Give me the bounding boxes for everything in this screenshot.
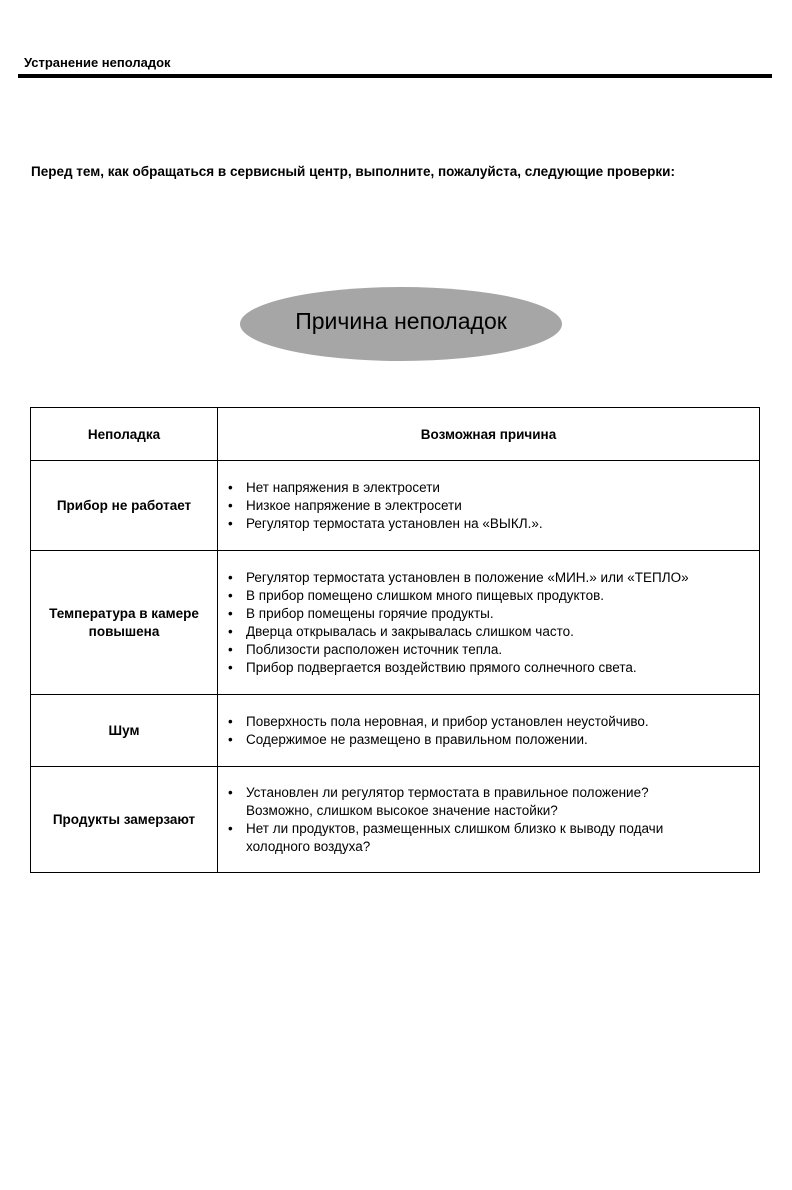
bullet-icon: • bbox=[228, 605, 233, 621]
cause-item bbox=[228, 515, 759, 533]
cause-text: Низкое напряжение в электросети bbox=[246, 497, 462, 513]
bullet-icon: • bbox=[228, 479, 233, 495]
header-divider bbox=[18, 74, 772, 78]
page-header-title: Устранение неполадок bbox=[24, 55, 171, 70]
cause-text: Прибор подвергается воздействию прямого солнечного света. bbox=[246, 659, 637, 675]
bullet-icon: • bbox=[228, 569, 233, 585]
cause-text: Нет ли продуктов, размещенных слишком близко к выводу подачи холодного воздуха? bbox=[246, 820, 664, 854]
cause-item bbox=[228, 587, 759, 605]
column-header-cause: Возможная причина bbox=[218, 408, 760, 461]
causes-list bbox=[218, 479, 759, 533]
cause-item bbox=[228, 497, 759, 515]
bullet-icon: • bbox=[228, 659, 233, 675]
causes-cell bbox=[218, 461, 760, 551]
causes-list bbox=[218, 569, 759, 677]
bullet-icon: • bbox=[228, 713, 233, 729]
table-row bbox=[31, 461, 760, 551]
cause-text: Содержимое не размещено в правильном положении. bbox=[246, 731, 588, 747]
problem-cell: Прибор не работает bbox=[31, 461, 218, 551]
causes-cell bbox=[218, 767, 760, 873]
cause-text: Регулятор термостата установлен на «ВЫКЛ.». bbox=[246, 515, 543, 531]
bullet-icon: • bbox=[228, 515, 233, 531]
causes-cell bbox=[218, 551, 760, 695]
bullet-icon: • bbox=[228, 587, 233, 603]
cause-text: Нет напряжения в электросети bbox=[246, 479, 440, 495]
cause-text: Установлен ли регулятор термостата в правильное положение? Возможно, слишком высокое значение настойки? bbox=[246, 784, 649, 818]
cause-text: Дверца открывалась и закрывалась слишком часто. bbox=[246, 623, 574, 639]
table-row bbox=[31, 767, 760, 873]
cause-item bbox=[228, 623, 759, 641]
problem-cell: Продукты замерзают bbox=[31, 767, 218, 873]
causes-cell bbox=[218, 695, 760, 767]
bullet-icon: • bbox=[228, 731, 233, 747]
bullet-icon: • bbox=[228, 820, 233, 836]
table-header-row bbox=[31, 408, 760, 461]
intro-text: Перед тем, как обращаться в сервисный центр, выполните, пожалуйста, следующие проверки: bbox=[31, 164, 675, 179]
section-banner bbox=[240, 287, 562, 361]
cause-text: Поблизости расположен источник тепла. bbox=[246, 641, 503, 657]
cause-item bbox=[228, 641, 759, 659]
section-banner-label: Причина неполадок bbox=[295, 307, 507, 334]
cause-text: В прибор помещено слишком много пищевых продуктов. bbox=[246, 587, 604, 603]
cause-text: В прибор помещены горячие продукты. bbox=[246, 605, 494, 621]
problem-cell: Шум bbox=[31, 695, 218, 767]
cause-item bbox=[228, 820, 759, 856]
bullet-icon: • bbox=[228, 623, 233, 639]
cause-item bbox=[228, 569, 759, 587]
bullet-icon: • bbox=[228, 497, 233, 513]
cause-item bbox=[228, 605, 759, 623]
column-header-problem: Неполадка bbox=[31, 408, 218, 461]
table-row bbox=[31, 695, 760, 767]
causes-list bbox=[218, 713, 759, 749]
troubleshooting-table bbox=[30, 407, 760, 873]
cause-item bbox=[228, 731, 759, 749]
cause-item bbox=[228, 713, 759, 731]
table-row bbox=[31, 551, 760, 695]
causes-list bbox=[218, 784, 759, 856]
cause-text: Регулятор термостата установлен в положение «МИН.» или «ТЕПЛО» bbox=[246, 569, 689, 585]
cause-item bbox=[228, 659, 759, 677]
cause-text: Поверхность пола неровная, и прибор установлен неустойчиво. bbox=[246, 713, 649, 729]
bullet-icon: • bbox=[228, 784, 233, 800]
cause-item bbox=[228, 479, 759, 497]
bullet-icon: • bbox=[228, 641, 233, 657]
problem-cell: Температура в камере повышена bbox=[31, 551, 218, 695]
cause-item bbox=[228, 784, 759, 820]
